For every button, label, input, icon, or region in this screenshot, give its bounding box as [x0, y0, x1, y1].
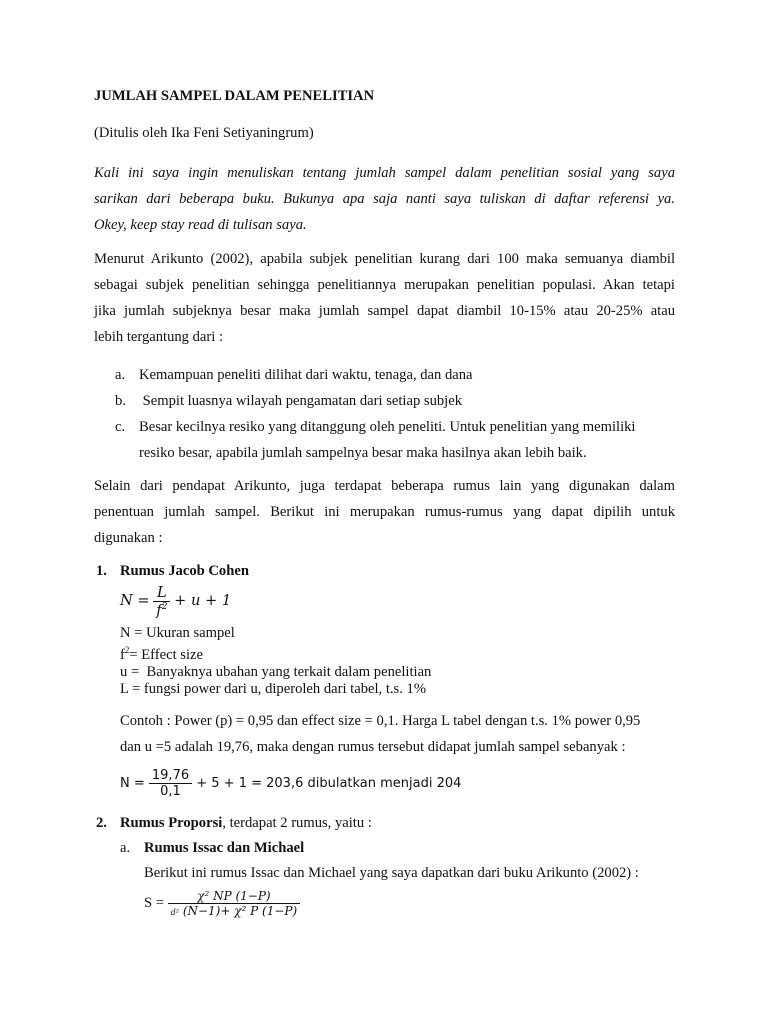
denominator-exponent: 2	[161, 602, 168, 613]
denominator-expression: (N−1)+ χ² P (1−P)	[182, 904, 298, 918]
issac-michael-formula	[144, 889, 300, 918]
paragraph-line: digunakan :	[94, 530, 163, 546]
definition-line	[120, 625, 431, 642]
denominator-d-squared: d²	[170, 908, 179, 917]
formula-rest: + u + 1	[174, 591, 232, 609]
denominator-base: f	[156, 602, 162, 619]
paragraph-line: Menurut Arikunto (2002), apabila subjek penelitian kurang dari 100 maka semuanya diambil	[94, 251, 675, 267]
section-title: Rumus Proporsi	[120, 815, 223, 831]
subsection-heading-issac-michael	[120, 840, 675, 860]
cohen-definitions	[120, 625, 431, 698]
section-heading-jacob-cohen	[94, 563, 675, 583]
list-item-text: resiko besar, apabila jumlah sampelnya besar maka hasilnya akan lebih baik.	[139, 445, 587, 461]
fraction-denominator: 0,1	[160, 784, 181, 799]
document-title: JUMLAH SAMPEL DALAM PENELITIAN	[94, 88, 375, 104]
definition-superscript: 2	[124, 645, 130, 655]
definition-text: L = fungsi power dari u, diperoleh dari tabel, t.s. 1%	[120, 680, 426, 697]
intro-line: Kali ini saya ingin menuliskan tentang jumlah sampel dalam penelitian sosial yang saya	[94, 165, 675, 181]
section-number: 2.	[96, 815, 107, 831]
definition-line	[120, 642, 431, 664]
subsection-marker: a.	[120, 840, 131, 856]
definition-line	[120, 681, 431, 698]
list-item-text: Sempit luasnya wilayah pengamatan dari setiap subjek	[139, 393, 463, 409]
formula-fraction	[168, 889, 301, 918]
paragraph-line: sebagai subjek penelitian sehingga penelitiannya merupakan penelitian populasi. Akan tetapi	[94, 277, 675, 293]
list-item	[115, 388, 675, 414]
factor-list	[115, 362, 675, 466]
definition-text: N = Ukuran sampel	[120, 625, 235, 641]
paragraph-line: lebih tergantung dari :	[94, 329, 224, 345]
fraction-numerator: 19,76	[149, 768, 192, 784]
issac-michael-text: Berikut ini rumus Issac dan Michael yang saya dapatkan dari buku Arikunto (2002) :	[144, 865, 639, 881]
arikunto-paragraph	[94, 246, 675, 350]
list-marker: a.	[115, 367, 126, 383]
example-line: Contoh : Power (p) = 0,95 dan effect size = 0,1. Harga L tabel dengan t.s. 1% power 0,95	[120, 713, 641, 729]
formula-intro-paragraph	[94, 473, 675, 551]
list-marker: c.	[115, 419, 126, 435]
list-item-text: Besar kecilnya resiko yang ditanggung oleh peneliti. Untuk penelitian yang memiliki	[139, 419, 636, 435]
intro-line: sarikan dari beberapa buku. Bukunya apa saja nanti saya tuliskan di daftar referensi ya.	[94, 191, 675, 207]
intro-line: Okey, keep stay read di tulisan saya.	[94, 217, 307, 233]
paragraph-line: Selain dari pendapat Arikunto, juga terdapat beberapa rumus lain yang digunakan dalam	[94, 478, 675, 494]
list-item	[115, 414, 675, 466]
list-marker: b.	[115, 393, 126, 409]
list-item-text: Kemampuan peneliti dilihat dari waktu, tenaga, dan dana	[139, 367, 473, 383]
formula-lhs: N =	[120, 776, 145, 791]
definition-text: = Effect size	[129, 646, 203, 663]
section-heading-proporsi	[94, 815, 675, 835]
formula-fraction	[149, 768, 192, 799]
cohen-example-formula	[120, 768, 461, 799]
section-title: Rumus Jacob Cohen	[120, 563, 249, 579]
formula-lhs: S =	[144, 895, 164, 911]
formula-lhs: N =	[120, 591, 150, 609]
author-line: (Ditulis oleh Ika Feni Setiyaningrum)	[94, 125, 314, 141]
formula-rest: + 5 + 1 = 203,6 dibulatkan menjadi 204	[196, 776, 462, 791]
fraction-numerator: χ² NP (1−P)	[168, 889, 301, 904]
subsection-title: Rumus Issac dan Michael	[144, 840, 305, 856]
paragraph-line: penentuan jumlah sampel. Berikut ini merupakan rumus-rumus yang dapat dipilih untuk	[94, 504, 675, 520]
list-item	[115, 362, 675, 388]
fraction-denominator	[168, 904, 301, 918]
fraction-numerator: L	[153, 584, 170, 602]
fraction-denominator	[153, 602, 170, 619]
formula-fraction	[153, 584, 170, 619]
cohen-example	[120, 708, 675, 760]
section-title-rest: , terdapat 2 rumus, yaitu :	[222, 815, 372, 831]
example-line: dan u =5 adalah 19,76, maka dengan rumus tersebut didapat jumlah sampel sebanyak :	[120, 739, 626, 755]
definition-text: f	[120, 646, 125, 663]
paragraph-line: jika jumlah subjeknya besar maka jumlah sampel dapat diambil 10-15% atau 20-25% atau	[94, 303, 675, 319]
section-title-line	[120, 815, 372, 832]
definition-text: u = Banyaknya ubahan yang terkait dalam penelitian	[120, 663, 432, 680]
intro-paragraph	[94, 160, 675, 238]
cohen-formula	[120, 584, 231, 619]
section-number: 1.	[96, 563, 107, 579]
definition-line	[120, 664, 431, 681]
